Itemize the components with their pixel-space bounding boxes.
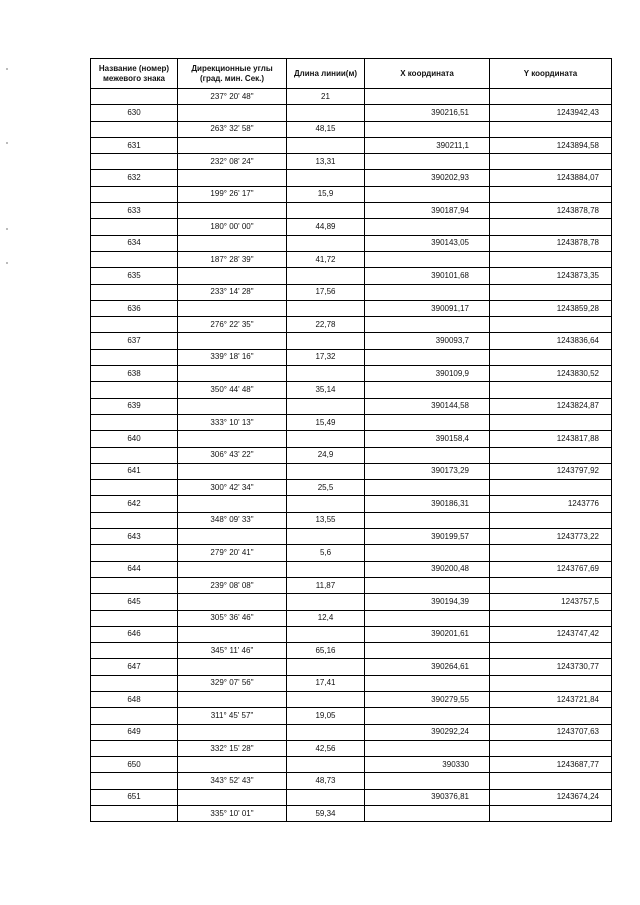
- table-row: [91, 251, 612, 267]
- scan-margin-mark: [6, 262, 8, 264]
- line-length-cell: [287, 659, 365, 675]
- line-length-cell: [287, 268, 365, 284]
- direction-angle-cell: 345° 11' 46": [178, 643, 287, 659]
- table-row: [91, 724, 612, 740]
- x-coordinate-cell: [365, 89, 490, 105]
- marker-name-cell: 630: [91, 105, 178, 121]
- line-length-cell: 48,15: [287, 121, 365, 137]
- x-coordinate-cell: [365, 317, 490, 333]
- direction-angle-cell: [178, 366, 287, 382]
- table-row: [91, 512, 612, 528]
- line-length-cell: [287, 300, 365, 316]
- y-coordinate-cell: [490, 317, 612, 333]
- y-coordinate-cell: [490, 382, 612, 398]
- y-coordinate-cell: 1243873,35: [490, 268, 612, 284]
- line-length-cell: 19,05: [287, 708, 365, 724]
- direction-angle-cell: [178, 594, 287, 610]
- y-coordinate-cell: 1243757,5: [490, 594, 612, 610]
- line-length-cell: [287, 398, 365, 414]
- table-row: [91, 219, 612, 235]
- y-coordinate-cell: 1243878,78: [490, 235, 612, 251]
- line-length-cell: [287, 431, 365, 447]
- line-length-cell: 59,34: [287, 806, 365, 822]
- scan-margin-mark: [6, 68, 8, 70]
- y-coordinate-cell: 1243942,43: [490, 105, 612, 121]
- x-coordinate-cell: [365, 251, 490, 267]
- marker-name-cell: 640: [91, 431, 178, 447]
- line-length-cell: 44,89: [287, 219, 365, 235]
- direction-angle-cell: [178, 235, 287, 251]
- direction-angle-cell: [178, 203, 287, 219]
- marker-name-cell: [91, 806, 178, 822]
- table-row: [91, 154, 612, 170]
- direction-angle-cell: 239° 08' 08": [178, 577, 287, 593]
- direction-angle-cell: [178, 659, 287, 675]
- x-coordinate-cell: [365, 349, 490, 365]
- y-coordinate-cell: [490, 610, 612, 626]
- line-length-cell: [287, 203, 365, 219]
- y-coordinate-cell: 1243878,78: [490, 203, 612, 219]
- direction-angle-cell: 279° 20' 41": [178, 545, 287, 561]
- x-coordinate-cell: 390093,7: [365, 333, 490, 349]
- x-coordinate-cell: 390194,39: [365, 594, 490, 610]
- line-length-cell: [287, 724, 365, 740]
- table-row: [91, 137, 612, 153]
- table-row: [91, 708, 612, 724]
- x-coordinate-cell: [365, 480, 490, 496]
- table-row: [91, 545, 612, 561]
- line-length-cell: 5,6: [287, 545, 365, 561]
- y-coordinate-cell: [490, 773, 612, 789]
- line-length-cell: 22,78: [287, 317, 365, 333]
- table-row: [91, 496, 612, 512]
- line-length-cell: 65,16: [287, 643, 365, 659]
- direction-angle-cell: 187° 28' 39": [178, 251, 287, 267]
- y-coordinate-cell: 1243687,77: [490, 757, 612, 773]
- direction-angle-cell: 306° 43' 22": [178, 447, 287, 463]
- y-coordinate-cell: [490, 708, 612, 724]
- y-coordinate-cell: 1243707,63: [490, 724, 612, 740]
- direction-angle-cell: [178, 398, 287, 414]
- marker-name-cell: 644: [91, 561, 178, 577]
- table-row: [91, 626, 612, 642]
- x-coordinate-cell: 390173,29: [365, 463, 490, 479]
- direction-angle-cell: [178, 691, 287, 707]
- marker-name-cell: [91, 545, 178, 561]
- y-coordinate-cell: [490, 675, 612, 691]
- direction-angle-cell: [178, 431, 287, 447]
- direction-angle-cell: 232° 08' 24": [178, 154, 287, 170]
- y-coordinate-cell: [490, 154, 612, 170]
- x-coordinate-cell: [365, 610, 490, 626]
- table-row: [91, 235, 612, 251]
- marker-name-cell: 633: [91, 203, 178, 219]
- table-body: [91, 89, 612, 822]
- y-coordinate-cell: 1243776: [490, 496, 612, 512]
- x-coordinate-cell: 390211,1: [365, 137, 490, 153]
- table-row: [91, 757, 612, 773]
- y-coordinate-cell: 1243836,64: [490, 333, 612, 349]
- direction-angle-cell: [178, 268, 287, 284]
- direction-angle-cell: [178, 300, 287, 316]
- table-row: [91, 447, 612, 463]
- direction-angle-cell: [178, 105, 287, 121]
- boundary-coordinates-table: [90, 58, 612, 822]
- line-length-cell: 42,56: [287, 740, 365, 756]
- direction-angle-cell: 305° 36' 46": [178, 610, 287, 626]
- y-coordinate-cell: 1243767,69: [490, 561, 612, 577]
- x-coordinate-cell: [365, 121, 490, 137]
- direction-angle-cell: 300° 42' 34": [178, 480, 287, 496]
- table-row: [91, 170, 612, 186]
- table-row: [91, 382, 612, 398]
- line-length-cell: [287, 235, 365, 251]
- marker-name-cell: 631: [91, 137, 178, 153]
- x-coordinate-cell: 390143,05: [365, 235, 490, 251]
- direction-angle-cell: 237° 20' 48": [178, 89, 287, 105]
- y-coordinate-cell: [490, 121, 612, 137]
- table-row: [91, 480, 612, 496]
- x-coordinate-cell: [365, 512, 490, 528]
- table-row: [91, 300, 612, 316]
- x-coordinate-cell: [365, 414, 490, 430]
- x-coordinate-cell: 390200,48: [365, 561, 490, 577]
- y-coordinate-cell: 1243797,92: [490, 463, 612, 479]
- direction-angle-cell: [178, 496, 287, 512]
- line-length-cell: [287, 137, 365, 153]
- marker-name-cell: [91, 740, 178, 756]
- table-row: [91, 806, 612, 822]
- table-row: [91, 594, 612, 610]
- scan-margin-mark: [6, 228, 8, 230]
- line-length-cell: [287, 594, 365, 610]
- marker-name-cell: 650: [91, 757, 178, 773]
- table-row: [91, 349, 612, 365]
- x-coordinate-cell: 390376,81: [365, 789, 490, 805]
- marker-name-cell: [91, 89, 178, 105]
- table-row: [91, 643, 612, 659]
- x-coordinate-cell: [365, 773, 490, 789]
- y-coordinate-cell: [490, 219, 612, 235]
- y-coordinate-cell: [490, 545, 612, 561]
- table-row: [91, 789, 612, 805]
- table-row: [91, 105, 612, 121]
- x-coordinate-cell: [365, 740, 490, 756]
- table-row: [91, 89, 612, 105]
- y-coordinate-cell: [490, 480, 612, 496]
- line-length-cell: [287, 757, 365, 773]
- marker-name-cell: [91, 284, 178, 300]
- line-length-cell: 15,49: [287, 414, 365, 430]
- marker-name-cell: [91, 382, 178, 398]
- y-coordinate-cell: 1243859,28: [490, 300, 612, 316]
- line-length-cell: [287, 333, 365, 349]
- marker-name-cell: 639: [91, 398, 178, 414]
- line-length-cell: 12,4: [287, 610, 365, 626]
- direction-angle-cell: [178, 333, 287, 349]
- line-length-cell: 35,14: [287, 382, 365, 398]
- y-coordinate-cell: 1243830,52: [490, 366, 612, 382]
- header-y-coordinate: Y координата: [490, 59, 612, 89]
- x-coordinate-cell: 390158,4: [365, 431, 490, 447]
- y-coordinate-cell: [490, 577, 612, 593]
- marker-name-cell: [91, 773, 178, 789]
- direction-angle-cell: [178, 463, 287, 479]
- line-length-cell: 15,9: [287, 186, 365, 202]
- y-coordinate-cell: 1243747,42: [490, 626, 612, 642]
- line-length-cell: 17,32: [287, 349, 365, 365]
- line-length-cell: 17,41: [287, 675, 365, 691]
- direction-angle-cell: [178, 757, 287, 773]
- marker-name-cell: 632: [91, 170, 178, 186]
- table-row: [91, 284, 612, 300]
- marker-name-cell: [91, 610, 178, 626]
- marker-name-cell: [91, 447, 178, 463]
- x-coordinate-cell: 390264,61: [365, 659, 490, 675]
- x-coordinate-cell: [365, 577, 490, 593]
- y-coordinate-cell: 1243730,77: [490, 659, 612, 675]
- line-length-cell: [287, 105, 365, 121]
- marker-name-cell: [91, 577, 178, 593]
- direction-angle-cell: [178, 789, 287, 805]
- direction-angle-cell: 332° 15' 28": [178, 740, 287, 756]
- x-coordinate-cell: 390292,24: [365, 724, 490, 740]
- x-coordinate-cell: [365, 219, 490, 235]
- y-coordinate-cell: [490, 284, 612, 300]
- header-direction-angle: Дирекционные углы (град. мин. Сек.): [178, 59, 287, 89]
- x-coordinate-cell: 390187,94: [365, 203, 490, 219]
- y-coordinate-cell: [490, 740, 612, 756]
- direction-angle-cell: [178, 626, 287, 642]
- table-row: [91, 268, 612, 284]
- table-row: [91, 431, 612, 447]
- x-coordinate-cell: 390216,51: [365, 105, 490, 121]
- direction-angle-cell: 343° 52' 43": [178, 773, 287, 789]
- marker-name-cell: [91, 154, 178, 170]
- y-coordinate-cell: [490, 643, 612, 659]
- table-row: [91, 186, 612, 202]
- marker-name-cell: 635: [91, 268, 178, 284]
- marker-name-cell: 649: [91, 724, 178, 740]
- line-length-cell: 21: [287, 89, 365, 105]
- marker-name-cell: 647: [91, 659, 178, 675]
- marker-name-cell: [91, 251, 178, 267]
- y-coordinate-cell: [490, 512, 612, 528]
- marker-name-cell: [91, 349, 178, 365]
- y-coordinate-cell: 1243721,84: [490, 691, 612, 707]
- table-row: [91, 414, 612, 430]
- table-row: [91, 659, 612, 675]
- direction-angle-cell: 335° 10' 01": [178, 806, 287, 822]
- marker-name-cell: 638: [91, 366, 178, 382]
- y-coordinate-cell: 1243824,87: [490, 398, 612, 414]
- x-coordinate-cell: [365, 708, 490, 724]
- table-row: [91, 691, 612, 707]
- marker-name-cell: [91, 186, 178, 202]
- scan-margin-mark: [6, 142, 8, 144]
- x-coordinate-cell: 390199,57: [365, 529, 490, 545]
- table-row: [91, 577, 612, 593]
- line-length-cell: [287, 691, 365, 707]
- x-coordinate-cell: [365, 545, 490, 561]
- direction-angle-cell: 350° 44' 48": [178, 382, 287, 398]
- marker-name-cell: 648: [91, 691, 178, 707]
- direction-angle-cell: [178, 561, 287, 577]
- marker-name-cell: 651: [91, 789, 178, 805]
- marker-name-cell: 645: [91, 594, 178, 610]
- table-row: [91, 366, 612, 382]
- y-coordinate-cell: 1243674,24: [490, 789, 612, 805]
- header-marker-name: Название (номер) межевого знака: [91, 59, 178, 89]
- y-coordinate-cell: [490, 251, 612, 267]
- direction-angle-cell: [178, 529, 287, 545]
- direction-angle-cell: 180° 00' 00": [178, 219, 287, 235]
- direction-angle-cell: [178, 137, 287, 153]
- marker-name-cell: [91, 675, 178, 691]
- line-length-cell: [287, 463, 365, 479]
- table-row: [91, 561, 612, 577]
- x-coordinate-cell: [365, 284, 490, 300]
- table-row: [91, 463, 612, 479]
- marker-name-cell: 637: [91, 333, 178, 349]
- marker-name-cell: [91, 643, 178, 659]
- table-row: [91, 773, 612, 789]
- line-length-cell: 24,9: [287, 447, 365, 463]
- marker-name-cell: 634: [91, 235, 178, 251]
- marker-name-cell: [91, 512, 178, 528]
- y-coordinate-cell: 1243894,58: [490, 137, 612, 153]
- direction-angle-cell: 333° 10' 13": [178, 414, 287, 430]
- table-row: [91, 333, 612, 349]
- x-coordinate-cell: 390109,9: [365, 366, 490, 382]
- line-length-cell: [287, 561, 365, 577]
- line-length-cell: 17,56: [287, 284, 365, 300]
- x-coordinate-cell: 390202,93: [365, 170, 490, 186]
- marker-name-cell: 646: [91, 626, 178, 642]
- x-coordinate-cell: [365, 447, 490, 463]
- table-row: [91, 203, 612, 219]
- header-line-length: Длина линии(м): [287, 59, 365, 89]
- marker-name-cell: 642: [91, 496, 178, 512]
- marker-name-cell: [91, 317, 178, 333]
- x-coordinate-cell: [365, 186, 490, 202]
- line-length-cell: 25,5: [287, 480, 365, 496]
- header-x-coordinate: X координата: [365, 59, 490, 89]
- table-row: [91, 740, 612, 756]
- table-row: [91, 121, 612, 137]
- x-coordinate-cell: 390330: [365, 757, 490, 773]
- x-coordinate-cell: [365, 643, 490, 659]
- direction-angle-cell: 233° 14' 28": [178, 284, 287, 300]
- x-coordinate-cell: 390201,61: [365, 626, 490, 642]
- x-coordinate-cell: [365, 382, 490, 398]
- table-row: [91, 529, 612, 545]
- x-coordinate-cell: [365, 806, 490, 822]
- x-coordinate-cell: 390144,58: [365, 398, 490, 414]
- marker-name-cell: [91, 480, 178, 496]
- x-coordinate-cell: [365, 675, 490, 691]
- line-length-cell: [287, 626, 365, 642]
- table-row: [91, 398, 612, 414]
- marker-name-cell: 636: [91, 300, 178, 316]
- marker-name-cell: 643: [91, 529, 178, 545]
- y-coordinate-cell: [490, 806, 612, 822]
- line-length-cell: [287, 170, 365, 186]
- direction-angle-cell: 263° 32' 58": [178, 121, 287, 137]
- table-header-row: [91, 59, 612, 89]
- y-coordinate-cell: 1243817,88: [490, 431, 612, 447]
- direction-angle-cell: 329° 07' 56": [178, 675, 287, 691]
- y-coordinate-cell: [490, 414, 612, 430]
- line-length-cell: 48,73: [287, 773, 365, 789]
- x-coordinate-cell: 390091,17: [365, 300, 490, 316]
- line-length-cell: [287, 529, 365, 545]
- direction-angle-cell: 199° 26' 17": [178, 186, 287, 202]
- x-coordinate-cell: 390186,31: [365, 496, 490, 512]
- marker-name-cell: [91, 414, 178, 430]
- direction-angle-cell: 348° 09' 33": [178, 512, 287, 528]
- direction-angle-cell: [178, 170, 287, 186]
- y-coordinate-cell: [490, 447, 612, 463]
- marker-name-cell: 641: [91, 463, 178, 479]
- direction-angle-cell: 311° 45' 57": [178, 708, 287, 724]
- y-coordinate-cell: [490, 89, 612, 105]
- y-coordinate-cell: [490, 349, 612, 365]
- line-length-cell: [287, 496, 365, 512]
- direction-angle-cell: [178, 724, 287, 740]
- line-length-cell: [287, 366, 365, 382]
- marker-name-cell: [91, 121, 178, 137]
- direction-angle-cell: 276° 22' 35": [178, 317, 287, 333]
- x-coordinate-cell: [365, 154, 490, 170]
- line-length-cell: 41,72: [287, 251, 365, 267]
- marker-name-cell: [91, 708, 178, 724]
- table-row: [91, 675, 612, 691]
- y-coordinate-cell: [490, 186, 612, 202]
- line-length-cell: 11,87: [287, 577, 365, 593]
- y-coordinate-cell: 1243884,07: [490, 170, 612, 186]
- table-row: [91, 317, 612, 333]
- x-coordinate-cell: 390101,68: [365, 268, 490, 284]
- line-length-cell: 13,55: [287, 512, 365, 528]
- y-coordinate-cell: 1243773,22: [490, 529, 612, 545]
- table-row: [91, 610, 612, 626]
- direction-angle-cell: 339° 18' 16": [178, 349, 287, 365]
- marker-name-cell: [91, 219, 178, 235]
- line-length-cell: [287, 789, 365, 805]
- line-length-cell: 13,31: [287, 154, 365, 170]
- x-coordinate-cell: 390279,55: [365, 691, 490, 707]
